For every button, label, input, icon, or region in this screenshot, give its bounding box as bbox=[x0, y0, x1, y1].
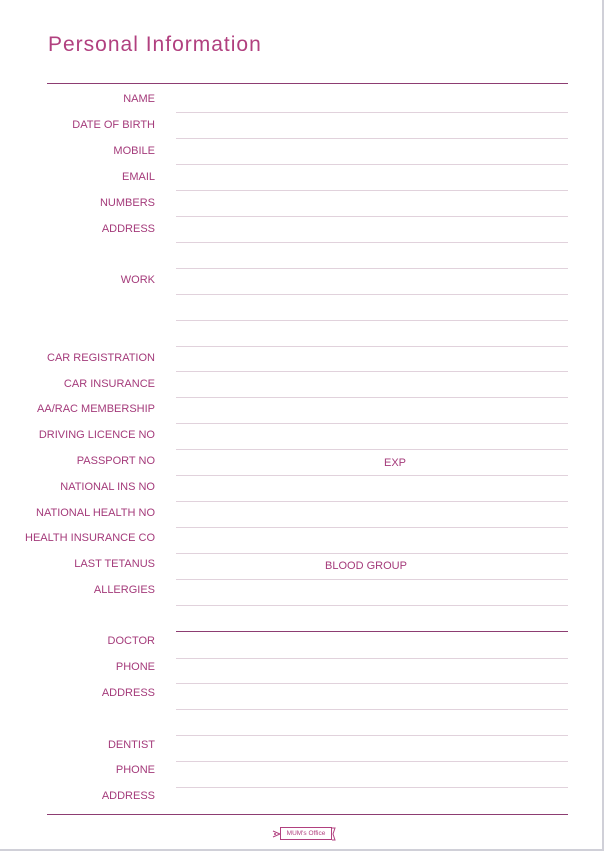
name-line[interactable] bbox=[176, 112, 568, 113]
dentist-phone-label: PHONE bbox=[115, 764, 155, 776]
numbers-label: NUMBERS bbox=[99, 197, 155, 209]
allergies-line[interactable] bbox=[176, 605, 568, 606]
driving-licence-label: DRIVING LICENCE NO bbox=[38, 429, 155, 441]
email-line[interactable] bbox=[176, 190, 568, 191]
work-line-3[interactable] bbox=[176, 346, 568, 347]
allergies-label: ALLERGIES bbox=[93, 584, 155, 596]
last-tetanus-label: LAST TETANUS bbox=[74, 558, 155, 570]
mobile-label: MOBILE bbox=[113, 145, 155, 157]
blood-group-label: BLOOD GROUP bbox=[325, 560, 407, 572]
last-tetanus-line[interactable] bbox=[176, 579, 568, 580]
email-label: EMAIL bbox=[121, 171, 155, 183]
doctor-phone-label: PHONE bbox=[115, 661, 155, 673]
dentist-address-label: ADDRESS bbox=[101, 790, 155, 802]
page-title: Personal Information bbox=[48, 33, 262, 56]
driving-licence-line[interactable] bbox=[176, 449, 568, 450]
footer-logo: MUM's Office bbox=[280, 827, 332, 840]
passport-line[interactable] bbox=[176, 475, 568, 476]
bottom-rule bbox=[47, 814, 568, 815]
dentist-label: DENTIST bbox=[107, 739, 155, 751]
address-line-2[interactable] bbox=[176, 268, 568, 269]
car-registration-line[interactable] bbox=[176, 371, 568, 372]
dob-line[interactable] bbox=[176, 138, 568, 139]
national-ins-line[interactable] bbox=[176, 501, 568, 502]
doctor-rule bbox=[176, 631, 568, 632]
aa-rac-line[interactable] bbox=[176, 423, 568, 424]
doctor-address-line-1[interactable] bbox=[176, 709, 568, 710]
address-label: ADDRESS bbox=[101, 223, 155, 235]
passport-label: PASSPORT NO bbox=[76, 455, 155, 467]
car-insurance-line[interactable] bbox=[176, 397, 568, 398]
dentist-phone-line[interactable] bbox=[176, 787, 568, 788]
aa-rac-label: AA/RAC MEMBERSHIP bbox=[37, 403, 155, 415]
doctor-label: DOCTOR bbox=[107, 635, 155, 647]
work-line-2[interactable] bbox=[176, 320, 568, 321]
car-registration-label: CAR REGISTRATION bbox=[47, 352, 155, 364]
name-label: NAME bbox=[123, 93, 155, 105]
address-line-1[interactable] bbox=[176, 242, 568, 243]
health-insurance-line[interactable] bbox=[176, 553, 568, 554]
dob-label: DATE OF BIRTH bbox=[72, 119, 155, 131]
national-health-line[interactable] bbox=[176, 527, 568, 528]
dentist-line[interactable] bbox=[176, 761, 568, 762]
doctor-phone-line[interactable] bbox=[176, 683, 568, 684]
numbers-line[interactable] bbox=[176, 216, 568, 217]
top-rule bbox=[47, 83, 568, 84]
doctor-line[interactable] bbox=[176, 658, 568, 659]
exp-label: EXP bbox=[384, 457, 407, 469]
national-health-label: NATIONAL HEALTH NO bbox=[36, 507, 155, 519]
doctor-address-label: ADDRESS bbox=[101, 687, 155, 699]
mobile-line[interactable] bbox=[176, 164, 568, 165]
doctor-address-line-2[interactable] bbox=[176, 735, 568, 736]
work-label: WORK bbox=[120, 274, 155, 286]
national-ins-label: NATIONAL INS NO bbox=[60, 481, 155, 493]
health-insurance-label: HEALTH INSURANCE CO bbox=[25, 532, 155, 544]
work-line-1[interactable] bbox=[176, 294, 568, 295]
car-insurance-label: CAR INSURANCE bbox=[63, 378, 155, 390]
